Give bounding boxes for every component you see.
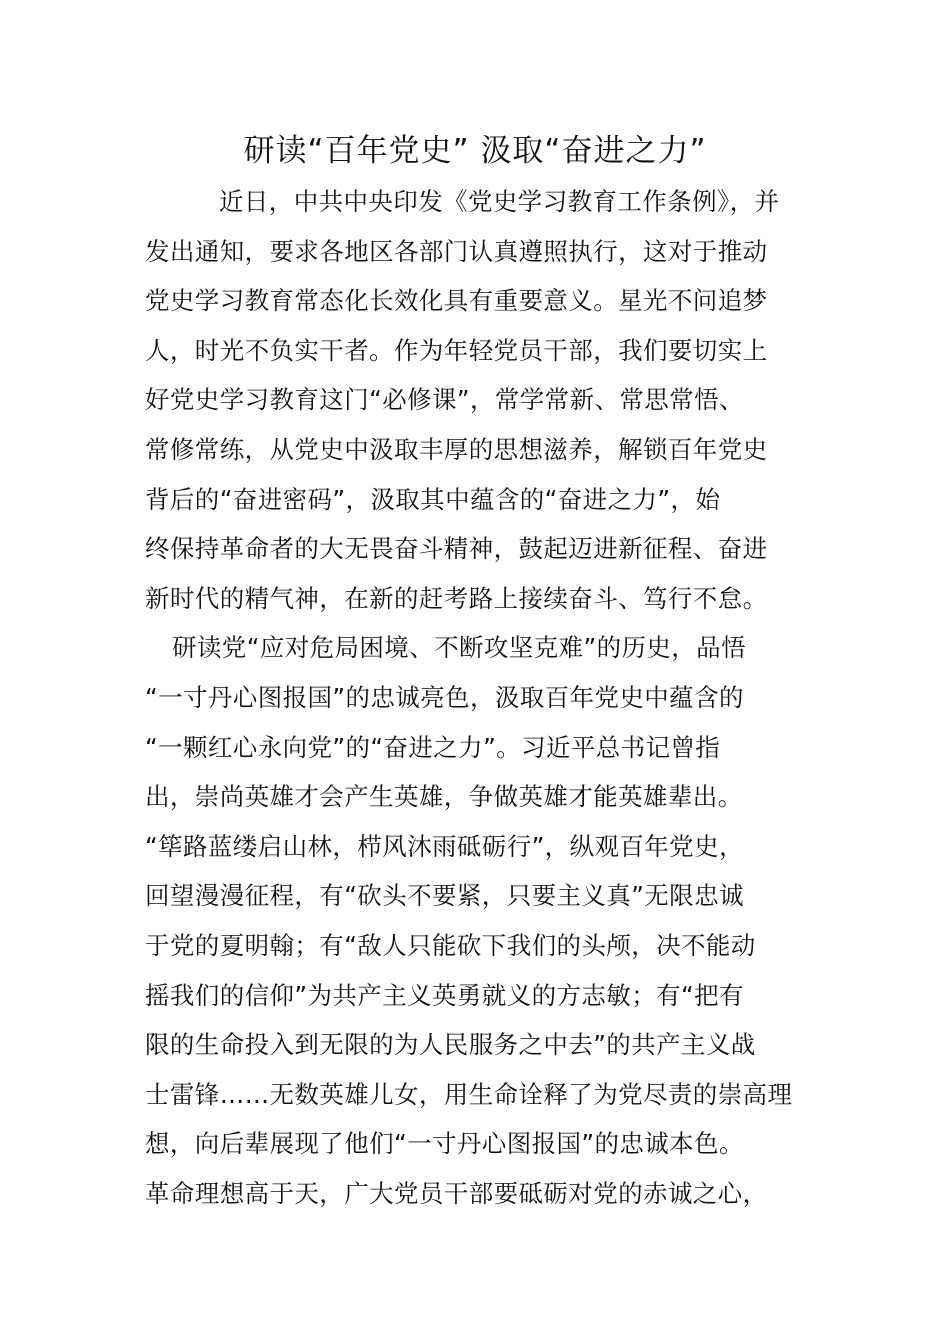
text-line: “一寸丹心图报国”的忠诚亮色，汲取百年党史中蕴含的 — [145, 682, 744, 712]
text-line: 新时代的精气神，在新的赶考路上接续奋斗、笃行不怠。 — [145, 583, 768, 613]
text-line: 摇我们的信仰”为共产主义英勇就义的方志敏；有“把有 — [145, 980, 744, 1010]
text-line: 于党的夏明翰；有“敌人只能砍下我们的头颅，决不能动 — [145, 930, 756, 960]
text-line: 革命理想高于天，广大党员干部要砥砺对党的赤诚之心， — [145, 1178, 768, 1208]
text-line: 人，时光不负实干者。作为年轻党员干部，我们要切实上 — [145, 335, 768, 365]
text-line: 回望漫漫征程，有“砍头不要紧，只要主义真”无限忠诚 — [145, 881, 744, 911]
text-line: “一颗红心永向党”的“奋进之力”。习近平总书记曾指 — [145, 732, 721, 762]
paragraph-2 — [145, 623, 810, 1218]
text-line: 背后的“奋进密码”，汲取其中蕴含的“奋进之力”，始 — [145, 484, 721, 514]
text-line: 好党史学习教育这门“必修课”，常学常新、常思常悟、 — [145, 385, 744, 415]
text-line: 士雷锋……无数英雄儿女，用生命诠释了为党尽责的崇高理 — [145, 1079, 793, 1109]
text-line: “筚路蓝缕启山林，栉风沐雨砥砺行”，纵观百年党史， — [145, 831, 744, 861]
text-line: 想，向后辈展现了他们“一寸丹心图报国”的忠诚本色。 — [145, 1129, 744, 1159]
text-line: 研读党“应对危局困境、不断攻坚克难”的历史，品悟 — [172, 633, 746, 663]
document-body — [145, 177, 810, 1218]
paragraph-1 — [145, 177, 810, 623]
text-line: 常修常练，从党史中汲取丰厚的思想滋养，解锁百年党史 — [145, 434, 768, 464]
text-line: 党史学习教育常态化长效化具有重要意义。星光不问追梦 — [145, 286, 768, 316]
text-line: 发出通知，要求各地区各部门认真遵照执行，这对于推动 — [145, 236, 768, 266]
text-line: 近日，中共中央印发《党史学习教育工作条例》，并 — [219, 187, 780, 216]
document-title: 研读“百年党史” 汲取“奋进之力” — [243, 133, 707, 169]
text-line: 限的生命投入到无限的为人民服务之中去”的共产主义战 — [145, 1030, 756, 1060]
text-line: 终保持革命者的大无畏奋斗精神，鼓起迈进新征程、奋进 — [145, 534, 768, 564]
text-line: 出，崇尚英雄才会产生英雄，争做英雄才能英雄辈出。 — [145, 782, 743, 812]
